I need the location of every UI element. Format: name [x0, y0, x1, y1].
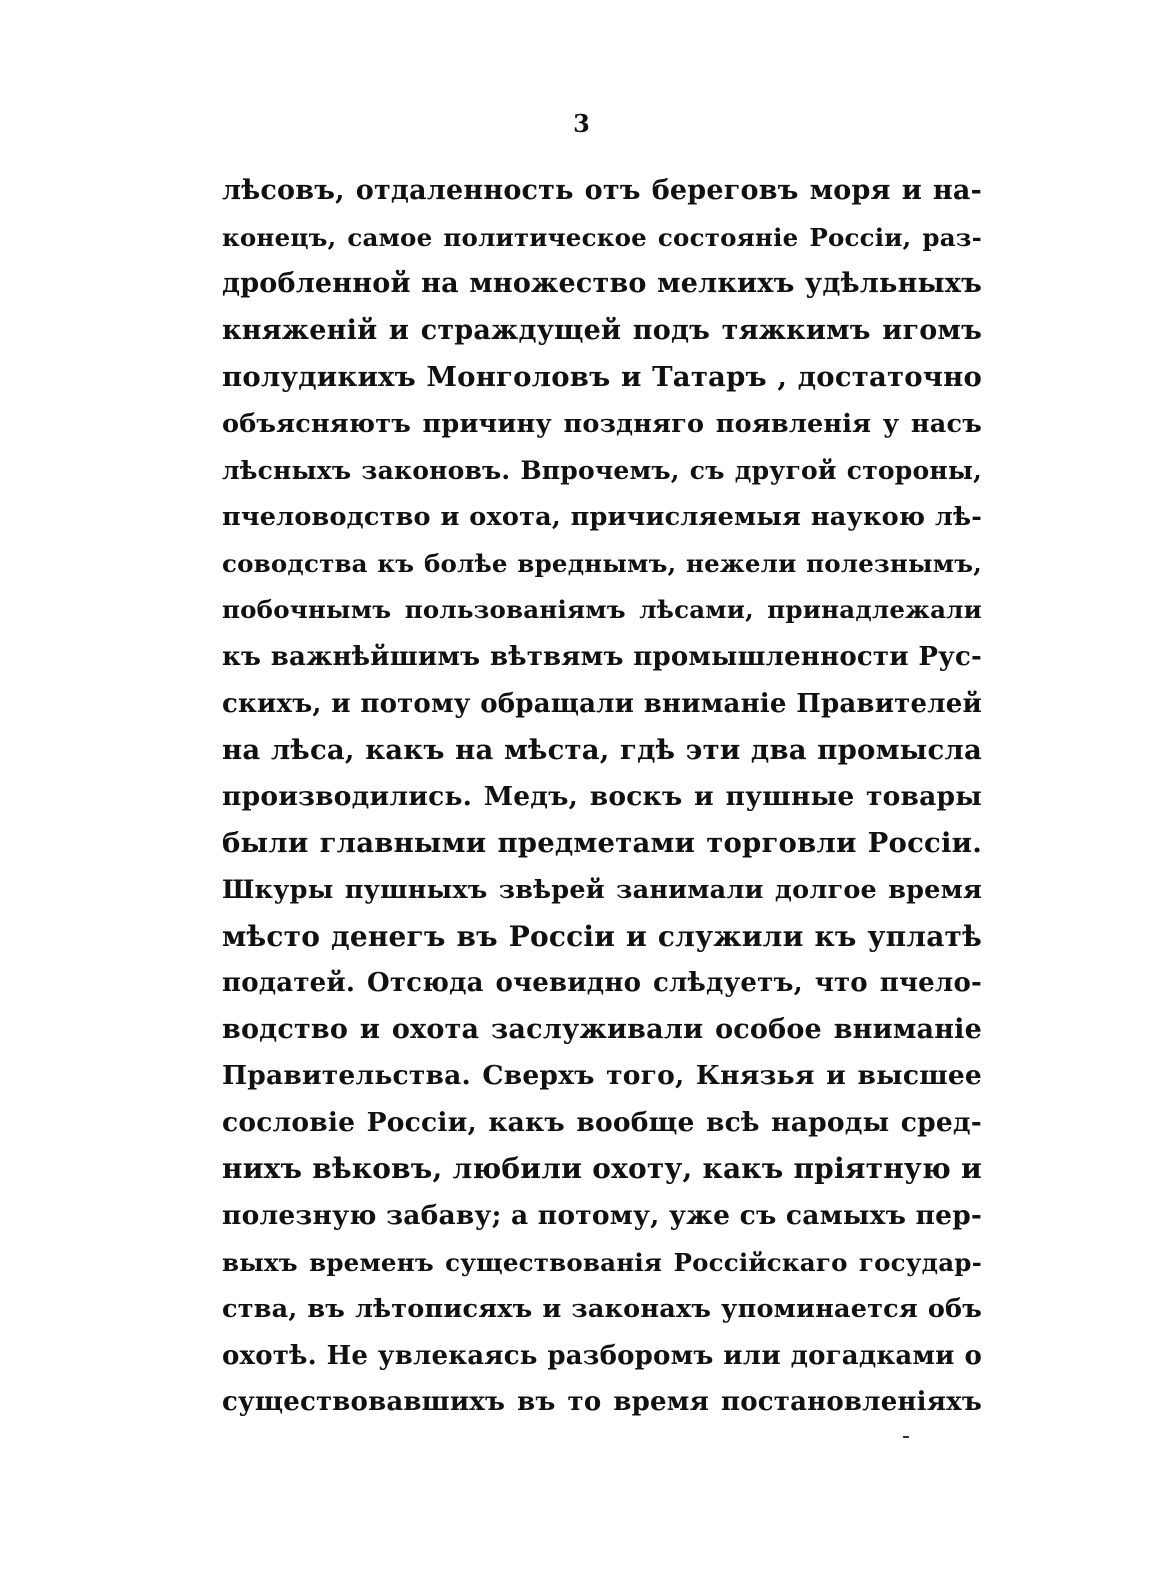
- text-line: нихъ вѣковъ, любили охоту, какъ пріятную и: [222, 1152, 982, 1186]
- text-line: конецъ, самое политическое состояніе Россіи, раз-: [222, 222, 982, 252]
- text-line: были главными предметами торговли Россіи.: [222, 827, 982, 860]
- text-line: сословіе Россіи, какъ вообще всѣ народы сред-: [222, 1106, 982, 1138]
- text-line: лѣсныхъ законовъ. Впрочемъ, съ другой стороны,: [222, 455, 982, 485]
- text-line: дробленной на множество мелкихъ удѣльныхъ: [222, 268, 982, 300]
- text-line: производились. Медъ, воскъ и пушные товары: [222, 780, 982, 812]
- text-line: соводства къ болѣе вреднымъ, нежели полезнымъ,: [222, 548, 982, 578]
- text-line: побочнымъ пользованіямъ лѣсами, принадлежали: [222, 595, 982, 625]
- text-line: полезную забаву; а потому, уже съ самыхъ пер-: [222, 1200, 982, 1232]
- text-line: полудикихъ Монголовъ и Татаръ , достаточно: [222, 361, 982, 394]
- text-line: существовавшихъ въ то время постановленіяхъ: [222, 1387, 982, 1418]
- text-line: лѣсовъ, отдаленность отъ береговъ моря и на-: [222, 175, 982, 206]
- body-text: [222, 168, 982, 1426]
- text-line: пчеловодство и охота, причисляемыя наукою лѣ-: [222, 502, 982, 533]
- text-line: скихъ, и потому обращали вниманіе Правителей: [222, 688, 982, 719]
- text-line: водство и охота заслуживали особое вниманіе: [222, 1013, 982, 1045]
- print-speck: [903, 1436, 909, 1438]
- text-line: къ важнѣйшимъ вѣтвямъ промышленности Рус-: [222, 641, 982, 672]
- page-number: 3: [573, 109, 590, 138]
- text-line: Шкуры пушныхъ звѣрей занимали долгое время: [222, 874, 982, 905]
- text-line: мѣсто денегъ въ Россіи и служили къ уплатѣ: [222, 919, 982, 953]
- text-line: на лѣса, какъ на мѣста, гдѣ эти два промысла: [222, 734, 982, 767]
- text-line: выхъ временъ существованія Россійскаго государ-: [222, 1247, 982, 1277]
- text-line: ства, въ лѣтописяхъ и законахъ упоминается объ: [222, 1294, 982, 1325]
- text-line: податей. Отсюда очевидно слѣдуетъ, что пчело-: [222, 968, 982, 999]
- text-line: Правительства. Сверхъ того, Князья и высшее: [222, 1060, 982, 1092]
- text-line: объясняютъ причину поздняго появленія у насъ: [222, 408, 982, 439]
- text-line: охотѣ. Не увлекаясь разборомъ или догадками о: [222, 1340, 982, 1371]
- text-line: княженій и страждущей подъ тяжкимъ игомъ: [222, 314, 982, 346]
